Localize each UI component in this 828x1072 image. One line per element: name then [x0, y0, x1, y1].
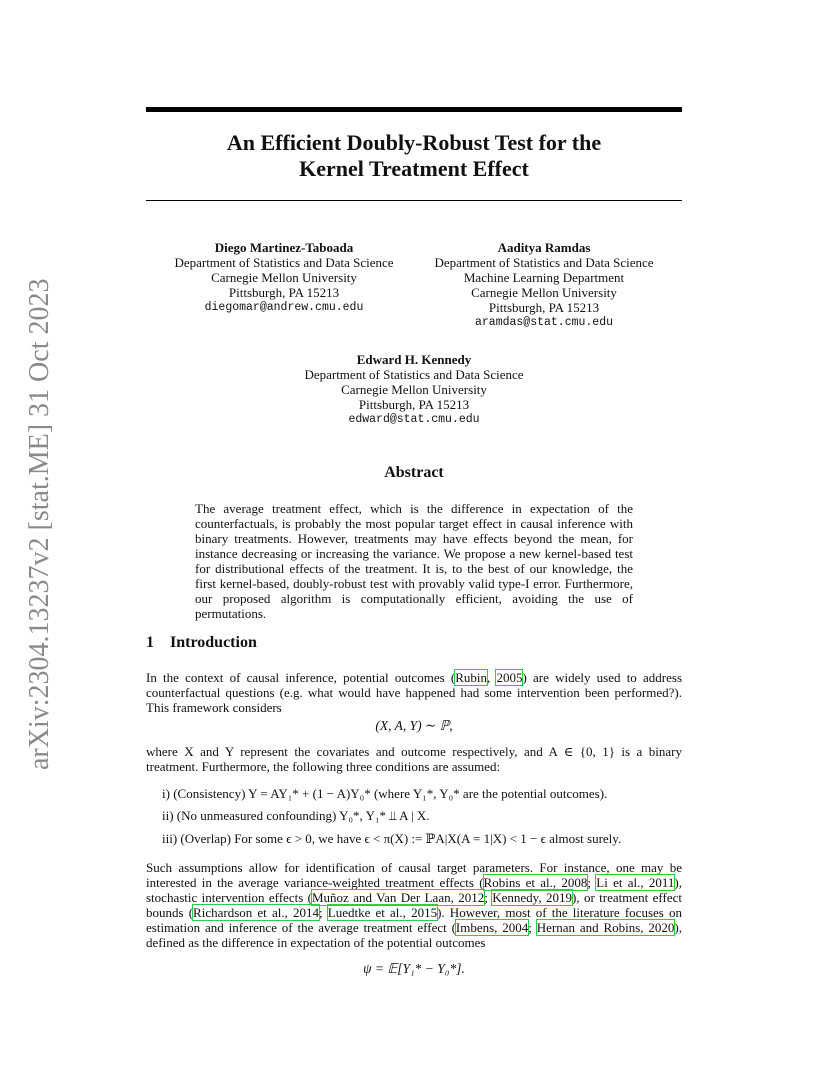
abstract-text: The average treatment effect, which is the difference in expectation of the counterfactuals, is probably the most popular target effect in causal inference with binary treatments. However, treatments may have effects beyond the mean, for instance decreasing or increasing the variance. We propose a new kernel-based test for distributional effects of the treatment. It is, to the best of our knowledge, the first kernel-based, doubly-robust test with provably valid type-I error. Furthermore, our proposed algorithm is computationally efficient, avoiding the use of permutations.	[195, 501, 633, 621]
intro-paragraph-1	[146, 670, 682, 715]
citation-link[interactable]: Imbens, 2004	[455, 920, 529, 935]
text-run: ), defined as the difference in expectation of the potential outcomes	[146, 920, 682, 950]
title-rule-bottom	[146, 200, 682, 201]
author-block-3	[264, 352, 564, 427]
text-run: Such assumptions allow for identification of causal target parameters. For instance, one may be interested in the average variance-weighted treatment effects (	[146, 860, 682, 890]
citation-link[interactable]: Richardson et al., 2014	[193, 905, 319, 920]
citation-link[interactable]: Robins et al., 2008	[483, 875, 588, 890]
author-block-2	[406, 240, 682, 330]
text-run: ;	[318, 905, 328, 920]
equation-joint-distribution: (X, A, Y) ∼ ℙ,	[375, 718, 453, 733]
author-affiliation: Department of Statistics and Data Science	[434, 255, 654, 270]
condition-consistency: i) (Consistency) Y = AY₁* + (1 − A)Y₀* (where Y₁*, Y₀* are the potential outcomes).	[162, 786, 608, 801]
text-run: ;	[528, 920, 537, 935]
arxiv-stamp: arXiv:2304.13237v2 [stat.ME] 31 Oct 2023	[24, 278, 55, 770]
condition-overlap: iii) (Overlap) For some ϵ > 0, we have ϵ < π(X) := ℙA|X(A = 1|X) < 1 − ϵ almost surely.	[162, 831, 622, 846]
section-heading	[146, 634, 257, 652]
text-run: ), or treatment effect bounds (	[146, 890, 682, 920]
citation-link[interactable]: Kennedy, 2019	[492, 890, 572, 905]
author-email[interactable]: aramdas@stat.cmu.edu	[474, 316, 614, 329]
author-affiliation: Pittsburgh, PA 15213	[358, 397, 470, 412]
citation-link[interactable]: 2005	[496, 670, 523, 685]
author-affiliation: Pittsburgh, PA 15213	[228, 285, 340, 300]
author-email[interactable]: edward@stat.cmu.edu	[348, 413, 480, 426]
citation-link[interactable]: Hernan and Robins, 2020	[536, 920, 675, 935]
citation-link[interactable]: Li et al., 2011	[596, 875, 675, 890]
author-name: Diego Martinez-Taboada	[214, 240, 354, 255]
author-block-1	[146, 240, 422, 315]
paper-title	[146, 130, 682, 182]
intro-paragraph-2: where X and Y represent the covariates and outcome respectively, and A ∈ {0, 1} is a binary treatment. Furthermore, the following three conditions are assumed:	[146, 744, 682, 774]
title-line-2: Kernel Treatment Effect	[299, 156, 529, 181]
author-name: Aaditya Ramdas	[497, 240, 591, 255]
text-run: ;	[484, 890, 493, 905]
text-run: ). However, most of the literature focuses on estimation and inference of the average treatment effect (	[146, 905, 682, 935]
citation-link[interactable]: Muñoz and Van Der Laan, 2012	[311, 890, 485, 905]
author-email[interactable]: diegomar@andrew.cmu.edu	[204, 301, 364, 314]
author-affiliation: Pittsburgh, PA 15213	[488, 300, 600, 315]
author-affiliation: Department of Statistics and Data Science	[174, 255, 394, 270]
intro-paragraph-3	[146, 860, 682, 950]
equation-ate: ψ = 𝔼[Y₁* − Y₀*].	[363, 961, 465, 976]
text-run: ) are widely used to address counterfactual questions (e.g. what would have happened had some intervention been performed?). This framework considers	[146, 670, 682, 715]
author-affiliation: Department of Statistics and Data Science	[304, 367, 524, 382]
title-line-1: An Efficient Doubly-Robust Test for the	[226, 130, 602, 155]
citation-link[interactable]: Luedtke et al., 2015	[327, 905, 438, 920]
title-rule-top	[146, 107, 682, 112]
author-affiliation: Carnegie Mellon University	[211, 270, 357, 285]
author-affiliation: Carnegie Mellon University	[341, 382, 487, 397]
text-run: ), stochastic intervention effects (	[146, 875, 682, 905]
text-run: In the context of causal inference, potential outcomes (	[146, 670, 456, 685]
citation-link[interactable]: Rubin	[455, 670, 487, 685]
author-name: Edward H. Kennedy	[356, 352, 472, 367]
abstract-heading: Abstract	[384, 464, 444, 481]
section-number: 1	[146, 634, 154, 651]
text-run: ;	[587, 875, 597, 890]
author-affiliation: Machine Learning Department	[463, 270, 625, 285]
author-affiliation: Carnegie Mellon University	[471, 285, 617, 300]
text-run: ,	[486, 670, 497, 685]
section-title: Introduction	[170, 634, 257, 651]
condition-no-confounding: ii) (No unmeasured confounding) Y₀*, Y₁* ⫫ A | X.	[162, 808, 430, 823]
